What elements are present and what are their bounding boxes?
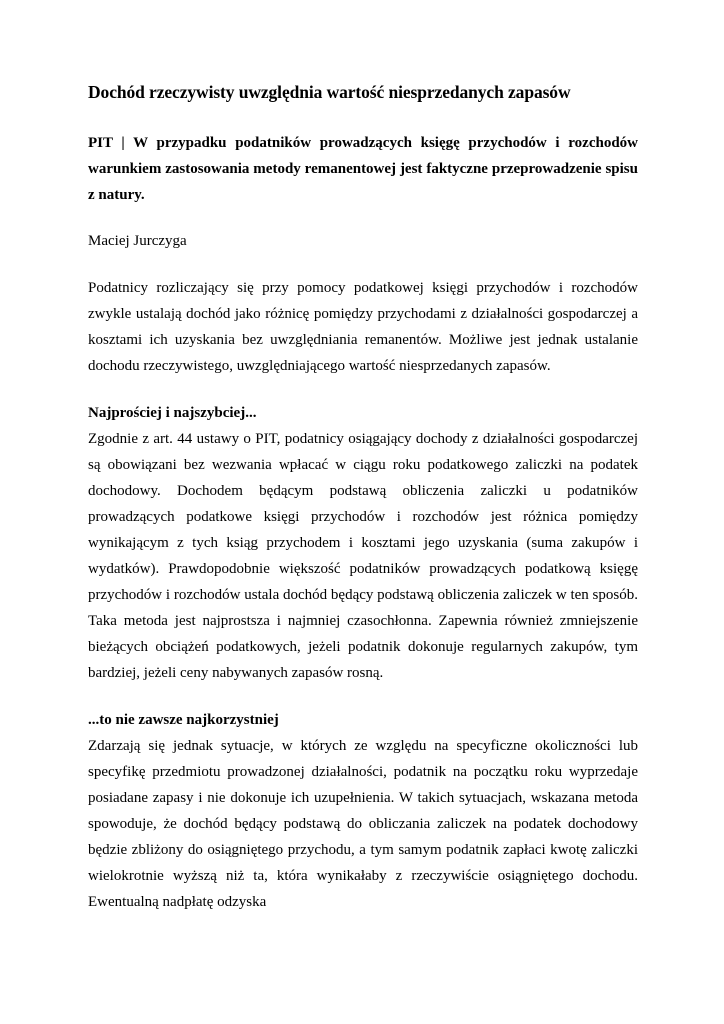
section-1 xyxy=(88,400,638,686)
intro-paragraph: Podatnicy rozliczający się przy pomocy podatkowej księgi przychodów i rozchodów zwykle ustalają dochód jako różnicę pomiędzy przychodami z działalności gospodarczej a kosztami ich uzyskania bez uwzględniania remanentów. Możliwe jest jednak ustalanie dochodu rzeczywistego, uwzględniającego wartość niesprzedanych zapasów. xyxy=(88,280,638,374)
document-page xyxy=(88,80,638,936)
section-2 xyxy=(88,707,638,915)
section-body: Zgodnie z art. 44 ustawy o PIT, podatnicy osiągający dochody z działalności gospodarczej są obowiązani bez wezwania wpłacać w ciągu roku podatkowego zaliczki na podatek dochodowy. Dochodem będącym podstawą obliczenia zaliczki u podatników prowadzących podatkowe księgi przychodów i rozchodów jest różnica pomiędzy wynikającym z tych ksiąg przychodem i kosztami jego uzyskania (suma zakupów i wydatków). Prawdopodobnie większość podatników prowadzących podatkową księgę przychodów i rozchodów ustala dochód będący podstawą obliczenia zaliczek w ten sposób. Taka metoda jest najprostsza i najmniej czasochłonna. Zapewnia również zmniejszenie bieżących obciążeń podatkowych, jeżeli podatnik dokonuje regularnych zakupów, tym bardziej, jeżeli ceny nabywanych zapasów rosną. xyxy=(88,431,638,681)
section-body: Zdarzają się jednak sytuacje, w których ze względu na specyficzne okoliczności lub specyfikę przedmiotu prowadzonej działalności, podatnik na początku roku wyprzedaje posiadane zapasy i nie dokonuje ich uzupełnienia. W takich sytuacjach, wskazana metoda spowoduje, że dochód będący podstawą do obliczania zaliczek na podatek dochodowy będzie zbliżony do osiągniętego przychodu, a tym samym podatnik zapłaci kwotę zaliczki wielokrotnie wyższą niż ta, która wynikałaby z rzeczywiście osiągniętego dochodu. Ewentualną nadpłatę odzyska xyxy=(88,738,638,910)
section-heading: Najprościej i najszybciej... xyxy=(88,405,257,421)
section-heading: ...to nie zawsze najkorzystniej xyxy=(88,712,279,728)
article-title: Dochód rzeczywisty uwzględnia wartość niesprzedanych zapasów xyxy=(88,82,571,102)
article-author: Maciej Jurczyga xyxy=(88,233,187,249)
article-lead: PIT | W przypadku podatników prowadzących księgę przychodów i rozchodów warunkiem zastosowania metody remanentowej jest faktyczne przeprowadzenie spisu z natury. xyxy=(88,135,638,203)
